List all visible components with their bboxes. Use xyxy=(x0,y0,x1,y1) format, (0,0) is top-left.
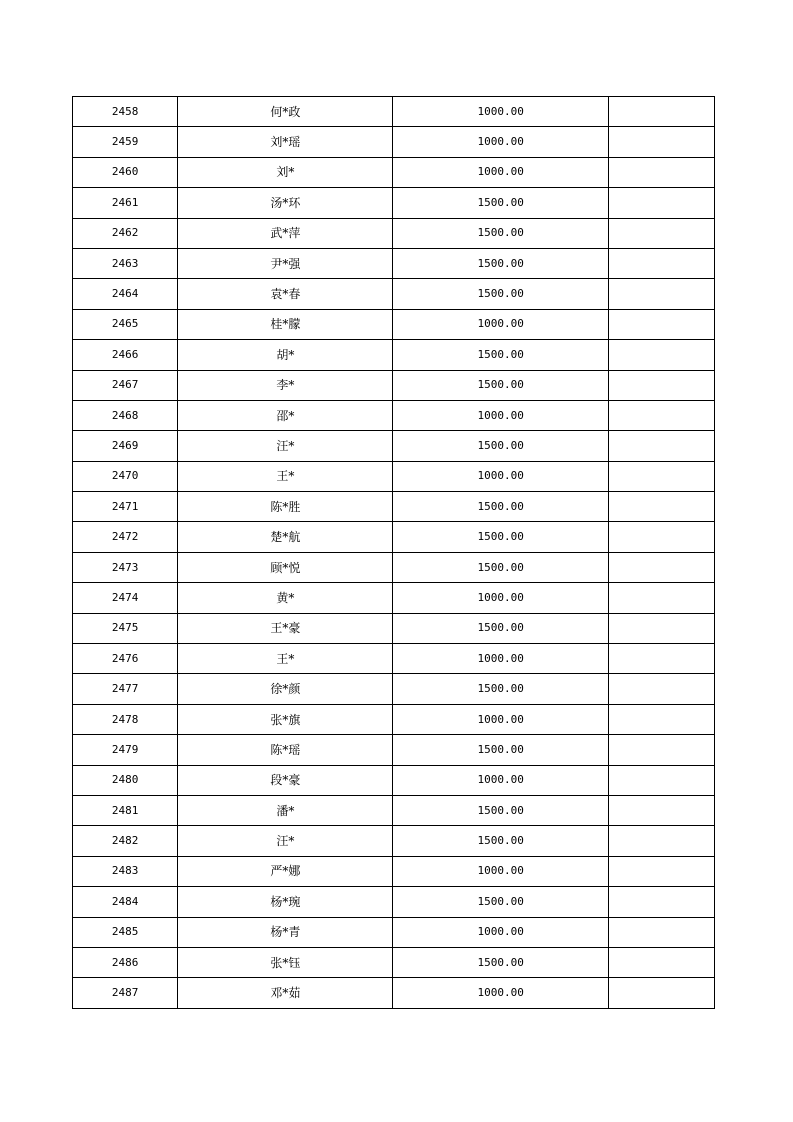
name-cell: 汤*环 xyxy=(178,188,393,218)
row-number-cell: 2460 xyxy=(73,157,178,187)
amount-cell: 1500.00 xyxy=(393,826,608,856)
row-number-cell: 2478 xyxy=(73,704,178,734)
name-cell: 杨*琬 xyxy=(178,887,393,917)
note-cell xyxy=(608,795,714,825)
note-cell xyxy=(608,644,714,674)
table-row xyxy=(73,461,715,491)
amount-cell: 1500.00 xyxy=(393,431,608,461)
table-row xyxy=(73,492,715,522)
note-cell xyxy=(608,856,714,886)
name-cell: 汪* xyxy=(178,826,393,856)
note-cell xyxy=(608,826,714,856)
amount-cell: 1500.00 xyxy=(393,613,608,643)
note-cell xyxy=(608,704,714,734)
name-cell: 刘* xyxy=(178,157,393,187)
amount-cell: 1500.00 xyxy=(393,492,608,522)
table-row xyxy=(73,735,715,765)
note-cell xyxy=(608,917,714,947)
row-number-cell: 2480 xyxy=(73,765,178,795)
name-cell: 段*豪 xyxy=(178,765,393,795)
table-row xyxy=(73,340,715,370)
table-row xyxy=(73,157,715,187)
amount-cell: 1500.00 xyxy=(393,279,608,309)
amount-cell: 1500.00 xyxy=(393,887,608,917)
amount-cell: 1000.00 xyxy=(393,978,608,1008)
note-cell xyxy=(608,340,714,370)
table-row xyxy=(73,552,715,582)
name-cell: 王*豪 xyxy=(178,613,393,643)
amount-cell: 1000.00 xyxy=(393,583,608,613)
amount-cell: 1000.00 xyxy=(393,917,608,947)
table-row xyxy=(73,127,715,157)
name-cell: 桂*朦 xyxy=(178,309,393,339)
note-cell xyxy=(608,279,714,309)
name-cell: 楚*航 xyxy=(178,522,393,552)
note-cell xyxy=(608,188,714,218)
note-cell xyxy=(608,552,714,582)
amount-cell: 1500.00 xyxy=(393,218,608,248)
name-cell: 潘* xyxy=(178,795,393,825)
name-cell: 黄* xyxy=(178,583,393,613)
amount-cell: 1500.00 xyxy=(393,188,608,218)
table-row xyxy=(73,674,715,704)
table-row xyxy=(73,97,715,127)
row-number-cell: 2477 xyxy=(73,674,178,704)
row-number-cell: 2479 xyxy=(73,735,178,765)
name-cell: 王* xyxy=(178,644,393,674)
table-row xyxy=(73,218,715,248)
row-number-cell: 2484 xyxy=(73,887,178,917)
amount-cell: 1000.00 xyxy=(393,157,608,187)
note-cell xyxy=(608,583,714,613)
row-number-cell: 2461 xyxy=(73,188,178,218)
table-row xyxy=(73,188,715,218)
name-cell: 陈*胜 xyxy=(178,492,393,522)
row-number-cell: 2474 xyxy=(73,583,178,613)
name-cell: 杨*青 xyxy=(178,917,393,947)
name-cell: 张*钰 xyxy=(178,947,393,977)
row-number-cell: 2482 xyxy=(73,826,178,856)
table-row xyxy=(73,522,715,552)
row-number-cell: 2465 xyxy=(73,309,178,339)
amount-cell: 1500.00 xyxy=(393,522,608,552)
name-cell: 严*娜 xyxy=(178,856,393,886)
name-cell: 徐*颜 xyxy=(178,674,393,704)
row-number-cell: 2476 xyxy=(73,644,178,674)
note-cell xyxy=(608,765,714,795)
name-cell: 顾*悦 xyxy=(178,552,393,582)
table-row xyxy=(73,431,715,461)
note-cell xyxy=(608,674,714,704)
note-cell xyxy=(608,613,714,643)
name-cell: 胡* xyxy=(178,340,393,370)
table-row xyxy=(73,887,715,917)
row-number-cell: 2464 xyxy=(73,279,178,309)
table-row xyxy=(73,978,715,1008)
note-cell xyxy=(608,309,714,339)
name-cell: 何*政 xyxy=(178,97,393,127)
row-number-cell: 2481 xyxy=(73,795,178,825)
table-row xyxy=(73,613,715,643)
note-cell xyxy=(608,522,714,552)
table-row xyxy=(73,400,715,430)
amount-cell: 1500.00 xyxy=(393,795,608,825)
amount-cell: 1000.00 xyxy=(393,765,608,795)
amount-cell: 1500.00 xyxy=(393,248,608,278)
amount-cell: 1000.00 xyxy=(393,309,608,339)
amount-cell: 1500.00 xyxy=(393,735,608,765)
note-cell xyxy=(608,97,714,127)
name-cell: 武*萍 xyxy=(178,218,393,248)
table-row xyxy=(73,644,715,674)
name-cell: 王* xyxy=(178,461,393,491)
name-cell: 陈*瑶 xyxy=(178,735,393,765)
note-cell xyxy=(608,887,714,917)
row-number-cell: 2483 xyxy=(73,856,178,886)
row-number-cell: 2471 xyxy=(73,492,178,522)
name-cell: 尹*强 xyxy=(178,248,393,278)
note-cell xyxy=(608,127,714,157)
row-number-cell: 2475 xyxy=(73,613,178,643)
amount-cell: 1500.00 xyxy=(393,674,608,704)
table-row xyxy=(73,795,715,825)
name-cell: 李* xyxy=(178,370,393,400)
note-cell xyxy=(608,735,714,765)
payment-table xyxy=(72,96,715,1009)
table-row xyxy=(73,248,715,278)
table-row xyxy=(73,947,715,977)
table-body xyxy=(73,97,715,1009)
note-cell xyxy=(608,218,714,248)
row-number-cell: 2467 xyxy=(73,370,178,400)
note-cell xyxy=(608,492,714,522)
name-cell: 袁*春 xyxy=(178,279,393,309)
row-number-cell: 2458 xyxy=(73,97,178,127)
table-row xyxy=(73,309,715,339)
table-row xyxy=(73,826,715,856)
amount-cell: 1000.00 xyxy=(393,644,608,674)
table-row xyxy=(73,856,715,886)
amount-cell: 1500.00 xyxy=(393,340,608,370)
amount-cell: 1500.00 xyxy=(393,370,608,400)
table-row xyxy=(73,917,715,947)
name-cell: 邵* xyxy=(178,400,393,430)
table-row xyxy=(73,704,715,734)
row-number-cell: 2487 xyxy=(73,978,178,1008)
table-row xyxy=(73,765,715,795)
name-cell: 张*旗 xyxy=(178,704,393,734)
amount-cell: 1000.00 xyxy=(393,704,608,734)
table-row xyxy=(73,279,715,309)
name-cell: 刘*瑶 xyxy=(178,127,393,157)
row-number-cell: 2468 xyxy=(73,400,178,430)
amount-cell: 1000.00 xyxy=(393,461,608,491)
note-cell xyxy=(608,947,714,977)
table-row xyxy=(73,583,715,613)
name-cell: 汪* xyxy=(178,431,393,461)
amount-cell: 1000.00 xyxy=(393,97,608,127)
note-cell xyxy=(608,157,714,187)
name-cell: 邓*茹 xyxy=(178,978,393,1008)
row-number-cell: 2470 xyxy=(73,461,178,491)
row-number-cell: 2459 xyxy=(73,127,178,157)
note-cell xyxy=(608,431,714,461)
table-row xyxy=(73,370,715,400)
note-cell xyxy=(608,978,714,1008)
row-number-cell: 2466 xyxy=(73,340,178,370)
note-cell xyxy=(608,461,714,491)
amount-cell: 1000.00 xyxy=(393,127,608,157)
row-number-cell: 2469 xyxy=(73,431,178,461)
note-cell xyxy=(608,248,714,278)
amount-cell: 1500.00 xyxy=(393,947,608,977)
row-number-cell: 2472 xyxy=(73,522,178,552)
row-number-cell: 2486 xyxy=(73,947,178,977)
row-number-cell: 2485 xyxy=(73,917,178,947)
row-number-cell: 2473 xyxy=(73,552,178,582)
row-number-cell: 2463 xyxy=(73,248,178,278)
row-number-cell: 2462 xyxy=(73,218,178,248)
amount-cell: 1000.00 xyxy=(393,856,608,886)
amount-cell: 1500.00 xyxy=(393,552,608,582)
note-cell xyxy=(608,400,714,430)
note-cell xyxy=(608,370,714,400)
amount-cell: 1000.00 xyxy=(393,400,608,430)
